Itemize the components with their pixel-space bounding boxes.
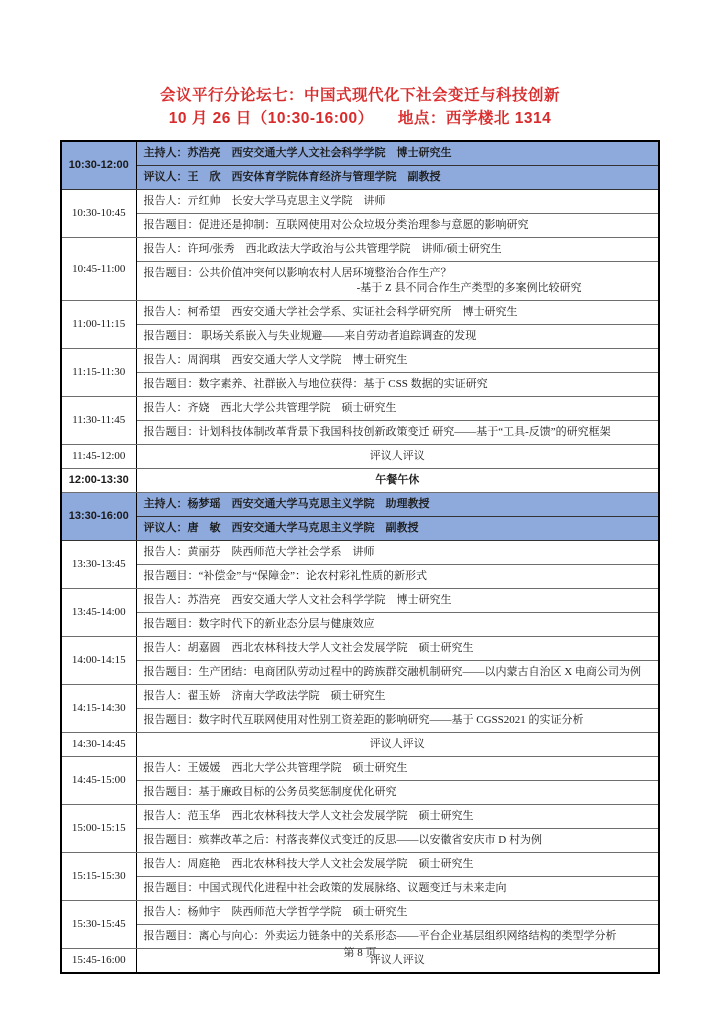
topic-cell: [136, 829, 659, 853]
session-discussant-cell: 评议人：唐 敏 西安交通大学马克思主义学院 副教授: [136, 517, 659, 541]
topic-text: 报告题目：基于廉政目标的公务员奖惩制度优化研究: [143, 786, 397, 798]
topic-cell: [136, 709, 659, 733]
slot-label-cell: 评议人评议: [136, 733, 659, 757]
topic-text: 报告题目：计划科技体制改革背景下我国科技创新政策变迁 研究——基于“工具-反馈”的研究框架: [143, 426, 611, 438]
talk-time-cell: 14:15-14:30: [61, 685, 136, 733]
presenter-cell: 报告人：杨帅宇 陕西师范大学哲学学院 硕士研究生: [136, 901, 659, 925]
page-number: 第 8 页: [343, 947, 377, 959]
topic-text: 报告题目：促进还是抑制：互联网使用对公众垃圾分类治理参与意愿的影响研究: [143, 219, 529, 231]
talk-presenter-row: [61, 757, 659, 781]
talk-topic-row: [61, 781, 659, 805]
talk-presenter-row: [61, 541, 659, 565]
presenter-cell: 报告人：亓红帅 长安大学马克思主义学院 讲师: [136, 190, 659, 214]
slot-time-cell: 12:00-13:30: [61, 469, 136, 493]
topic-cell: [136, 214, 659, 238]
talk-time-cell: 15:00-15:15: [61, 805, 136, 853]
session-time-cell: 10:30-12:00: [61, 141, 136, 190]
full-width-row: [61, 469, 659, 493]
topic-text: 报告题目：公共价值冲突何以影响农村人居环境整治合作生产？: [143, 267, 452, 279]
topic-cell: [136, 613, 659, 637]
topic-cell: [136, 262, 659, 301]
talk-presenter-row: [61, 238, 659, 262]
topic-text: 报告题目：离心与向心：外卖运力链条中的关系形态——平台企业基层组织网络结构的类型学分析: [143, 930, 617, 942]
talk-topic-row: [61, 565, 659, 589]
talk-topic-row: [61, 214, 659, 238]
topic-text: 报告题目：生产团结：电商团队劳动过程中的跨族群交融机制研究——以内蒙古自治区 X 电商公司为例: [143, 666, 641, 678]
talk-topic-row: [61, 325, 659, 349]
talk-presenter-row: [61, 853, 659, 877]
session-header-row: [61, 166, 659, 190]
talk-time-cell: 14:45-15:00: [61, 757, 136, 805]
talk-time-cell: 11:15-11:30: [61, 349, 136, 397]
talk-topic-row: [61, 829, 659, 853]
talk-topic-row: [61, 709, 659, 733]
topic-text: 报告题目：“补偿金”与“保障金”：论农村彩礼性质的新形式: [143, 570, 428, 582]
forum-title: 会议平行分论坛七：中国式现代化下社会变迁与科技创新: [159, 87, 560, 104]
talk-presenter-row: [61, 301, 659, 325]
session-chair-cell: 主持人：杨梦瑶 西安交通大学马克思主义学院 助理教授: [136, 493, 659, 517]
talk-time-cell: 14:00-14:15: [61, 637, 136, 685]
talk-presenter-row: [61, 805, 659, 829]
presenter-cell: 报告人：翟玉娇 济南大学政法学院 硕士研究生: [136, 685, 659, 709]
talk-time-cell: 15:15-15:30: [61, 853, 136, 901]
topic-cell: [136, 421, 659, 445]
talk-presenter-row: [61, 637, 659, 661]
topic-text: 报告题目： 职场关系嵌入与失业规避——来自劳动者追踪调查的发现: [143, 330, 477, 342]
talk-time-cell: 15:30-15:45: [61, 901, 136, 949]
slot-time-cell: 15:45-16:00: [61, 949, 136, 974]
presenter-cell: 报告人：齐娆 西北大学公共管理学院 硕士研究生: [136, 397, 659, 421]
talk-presenter-row: [61, 190, 659, 214]
talk-topic-row: [61, 373, 659, 397]
talk-topic-row: [61, 613, 659, 637]
talk-time-cell: 10:30-10:45: [61, 190, 136, 238]
talk-presenter-row: [61, 589, 659, 613]
talk-time-cell: 11:00-11:15: [61, 301, 136, 349]
presenter-cell: 报告人：许珂/张秀 西北政法大学政治与公共管理学院 讲师/硕士研究生: [136, 238, 659, 262]
slot-label-cell: 评议人评议: [136, 949, 659, 974]
presenter-cell: 报告人：周润琪 西安交通大学人文学院 博士研究生: [136, 349, 659, 373]
talk-time-cell: 10:45-11:00: [61, 238, 136, 301]
talk-topic-row: [61, 661, 659, 685]
presenter-cell: 报告人：王媛媛 西北大学公共管理学院 硕士研究生: [136, 757, 659, 781]
topic-cell: [136, 565, 659, 589]
forum-datetime-location: 10 月 26 日（10:30-16:00） 地点：西学楼北 1314: [168, 110, 552, 127]
talk-time-cell: 13:45-14:00: [61, 589, 136, 637]
session-header-row: [61, 493, 659, 517]
session-header-row: [61, 517, 659, 541]
talk-topic-row: [61, 421, 659, 445]
schedule-table: [60, 140, 660, 974]
slot-time-cell: 14:30-14:45: [61, 733, 136, 757]
topic-text: 报告题目：中国式现代化进程中社会政策的发展脉络、议题变迁与未来走向: [143, 882, 507, 894]
topic-cell: [136, 877, 659, 901]
talk-topic-row: [61, 262, 659, 301]
full-width-row: [61, 733, 659, 757]
slot-label-cell: 午餐午休: [136, 469, 659, 493]
presenter-cell: 报告人：柯希望 西安交通大学社会学系、实证社会科学研究所 博士研究生: [136, 301, 659, 325]
topic-cell: [136, 661, 659, 685]
presenter-cell: 报告人：苏浩亮 西安交通大学人文社会科学学院 博士研究生: [136, 589, 659, 613]
talk-presenter-row: [61, 349, 659, 373]
topic-text: 报告题目：数字时代下的新业态分层与健康效应: [143, 618, 375, 630]
slot-label-cell: 评议人评议: [136, 445, 659, 469]
presenter-cell: 报告人：胡嘉圆 西北农林科技大学人文社会发展学院 硕士研究生: [136, 637, 659, 661]
talk-presenter-row: [61, 397, 659, 421]
topic-cell: [136, 373, 659, 397]
session-chair-cell: 主持人：苏浩亮 西安交通大学人文社会科学学院 博士研究生: [136, 141, 659, 166]
talk-time-cell: 11:30-11:45: [61, 397, 136, 445]
talk-topic-row: [61, 877, 659, 901]
talk-presenter-row: [61, 901, 659, 925]
session-header-row: [61, 141, 659, 166]
topic-cell: [136, 781, 659, 805]
talk-presenter-row: [61, 685, 659, 709]
presenter-cell: 报告人：范玉华 西北农林科技大学人文社会发展学院 硕士研究生: [136, 805, 659, 829]
topic-subtitle-text: -基于 Z 县不同合作生产类型的多案例比较研究: [356, 282, 582, 294]
full-width-row: [61, 445, 659, 469]
talk-time-cell: 13:30-13:45: [61, 541, 136, 589]
session-discussant-cell: 评议人：王 欣 西安体育学院体育经济与管理学院 副教授: [136, 166, 659, 190]
presenter-cell: 报告人：黄丽芬 陕西师范大学社会学系 讲师: [136, 541, 659, 565]
topic-cell: [136, 325, 659, 349]
slot-time-cell: 11:45-12:00: [61, 445, 136, 469]
session-time-cell: 13:30-16:00: [61, 493, 136, 541]
topic-text: 报告题目：数字时代互联网使用对性别工资差距的影响研究——基于 CGSS2021 的实证分析: [143, 714, 584, 726]
topic-text: 报告题目：殡葬改革之后：村落丧葬仪式变迁的反思——以安徽省安庆市 D 村为例: [143, 834, 542, 846]
presenter-cell: 报告人：周庭艳 西北农林科技大学人文社会发展学院 硕士研究生: [136, 853, 659, 877]
topic-text: 报告题目：数字素养、社群嵌入与地位获得：基于 CSS 数据的实证研究: [143, 378, 488, 390]
